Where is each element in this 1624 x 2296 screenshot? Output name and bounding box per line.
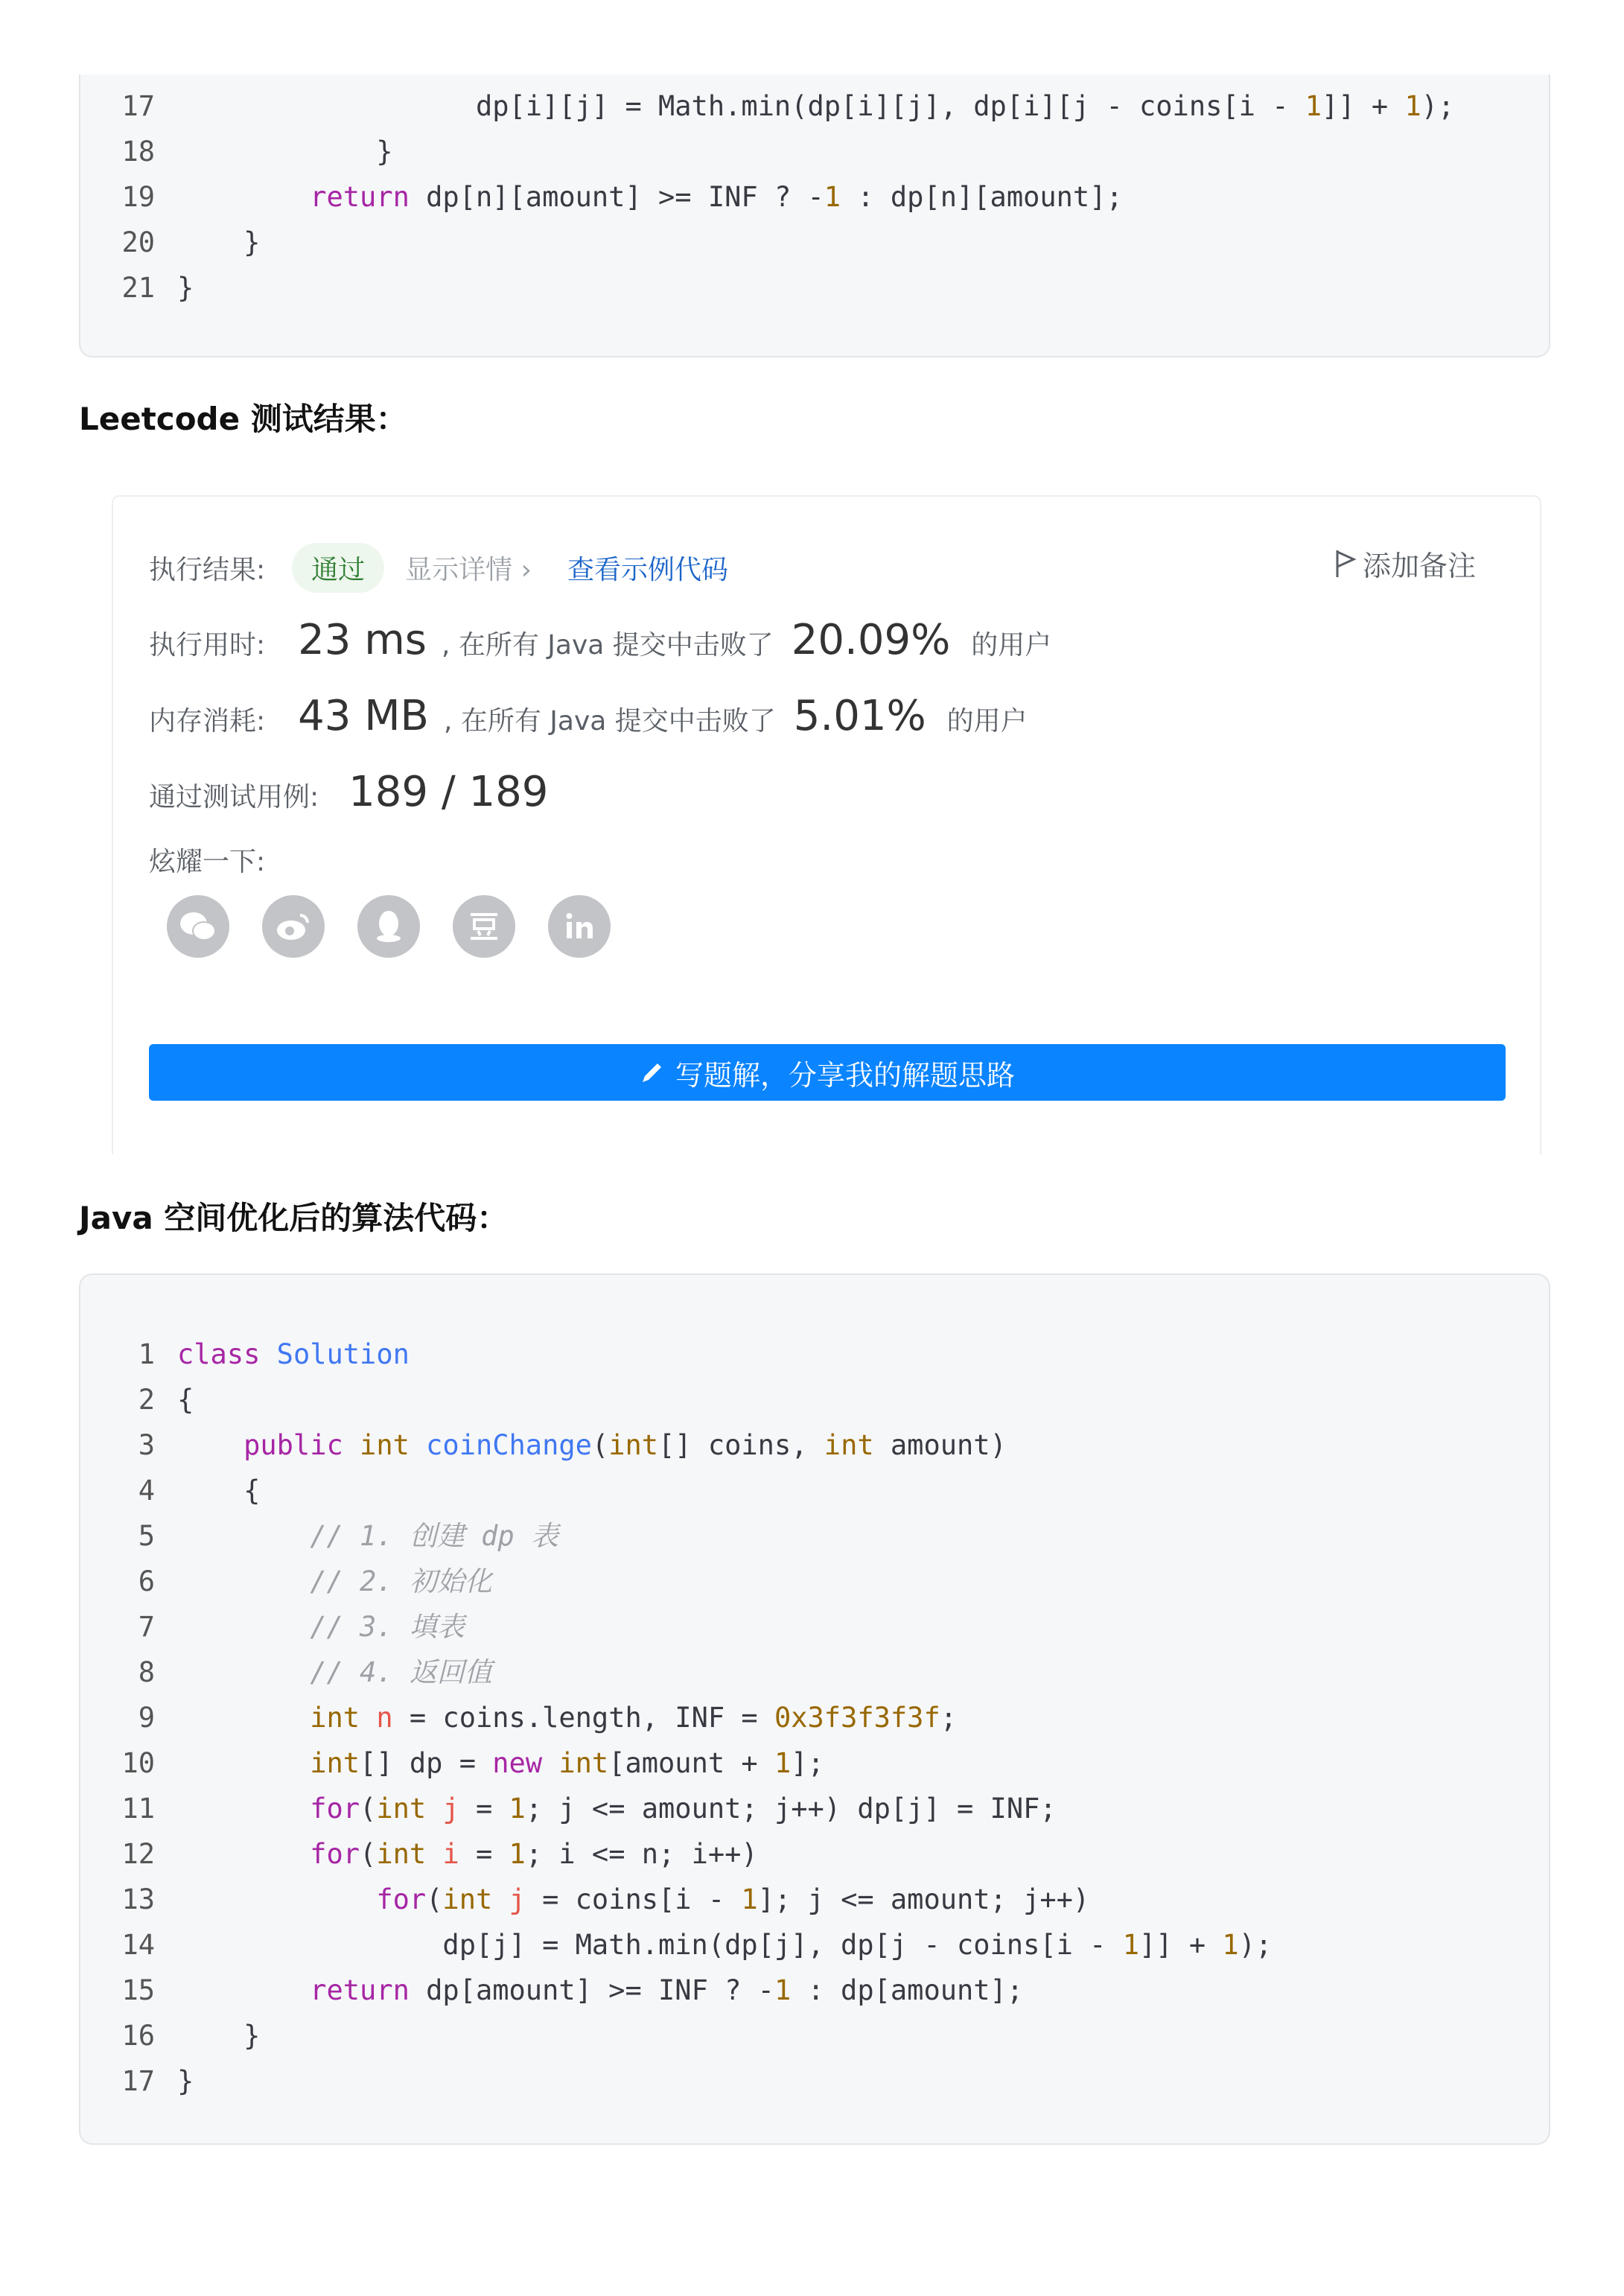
code-line <box>80 1650 1549 1695</box>
memory-users: 的用户 <box>946 706 1028 737</box>
code-block-top <box>79 74 1550 357</box>
tests-row <box>149 768 548 816</box>
code-line <box>80 174 1549 220</box>
code-text: } <box>177 2065 194 2097</box>
line-number: 7 <box>138 1611 155 1643</box>
code-line <box>80 1468 1549 1513</box>
code-text: // 4. 返回值 <box>310 1656 492 1688</box>
line-number: 14 <box>121 1929 155 1961</box>
code-line <box>80 1422 1549 1468</box>
code-text: public int coinChange(int[] coins, int amount) <box>243 1429 1007 1461</box>
code-text: } <box>177 272 194 304</box>
line-number: 18 <box>121 136 155 168</box>
code-line <box>80 1377 1549 1422</box>
line-number: 1 <box>138 1338 155 1370</box>
code-text: { <box>177 1384 194 1416</box>
tests-value: 189 / 189 <box>348 768 549 816</box>
wechat-icon[interactable] <box>167 895 229 958</box>
code-line <box>80 1831 1549 1877</box>
code-text: class Solution <box>177 1338 410 1370</box>
runtime-label: 执行用时: <box>149 630 266 661</box>
line-number: 5 <box>138 1520 155 1552</box>
runtime-text: , 在所有 Java 提交中击败了 <box>441 630 774 661</box>
memory-row <box>149 692 1028 740</box>
code-line <box>80 1786 1549 1831</box>
runtime-row <box>149 616 1051 664</box>
code-text: // 2. 初始化 <box>310 1565 492 1597</box>
line-number: 6 <box>138 1565 155 1597</box>
add-note-button[interactable] <box>1334 543 1476 584</box>
flag-icon <box>1334 549 1357 579</box>
memory-label: 内存消耗: <box>149 706 266 737</box>
tests-label: 通过测试用例: <box>149 782 319 812</box>
line-number: 20 <box>121 226 155 258</box>
code-text: return dp[amount] >= INF ? -1 : dp[amount]; <box>310 1974 1024 2006</box>
line-number: 11 <box>121 1793 155 1825</box>
pencil-icon <box>640 1060 665 1085</box>
code-line <box>80 1695 1549 1740</box>
memory-text: , 在所有 Java 提交中击败了 <box>443 706 776 737</box>
view-sample-code-link[interactable]: 查看示例代码 <box>567 555 729 585</box>
code-text: for(int i = 1; i <= n; i++) <box>310 1838 758 1870</box>
line-number: 13 <box>121 1883 155 1915</box>
code-line <box>80 1513 1549 1559</box>
code-line <box>80 2058 1549 2104</box>
result-row <box>149 543 728 593</box>
code-text: dp[i][j] = Math.min(dp[i][j], dp[i][j - coins[i - 1]] + 1); <box>177 90 1455 122</box>
runtime-percent: 20.09% <box>791 616 951 664</box>
code-block-bottom <box>79 1273 1550 2145</box>
memory-value: 43 MB <box>298 692 429 740</box>
line-number: 9 <box>138 1702 155 1734</box>
qq-icon[interactable] <box>357 895 420 958</box>
line-number: 8 <box>138 1656 155 1688</box>
code-line <box>80 1604 1549 1650</box>
code-line <box>80 220 1549 265</box>
code-text: int n = coins.length, INF = 0x3f3f3f3f; <box>310 1702 958 1734</box>
code-line <box>80 1968 1549 2013</box>
share-label: 炫耀一下: <box>149 847 266 877</box>
result-label: 执行结果: <box>149 555 266 585</box>
code-text: for(int j = 1; j <= amount; j++) dp[j] = INF; <box>310 1793 1057 1825</box>
line-number: 4 <box>138 1475 155 1507</box>
code-text: } <box>177 2020 261 2052</box>
heading-leetcode-result: Leetcode 测试结果： <box>79 401 407 437</box>
write-solution-label: 写题解，分享我的解题思路 <box>675 1058 1015 1092</box>
code-line <box>80 1740 1549 1786</box>
code-line <box>80 129 1549 174</box>
code-line <box>80 1332 1549 1377</box>
line-number: 3 <box>138 1429 155 1461</box>
code-line <box>80 2013 1549 2058</box>
code-text: } <box>177 226 261 258</box>
line-number: 10 <box>121 1747 155 1779</box>
line-number: 19 <box>121 181 155 213</box>
code-text: dp[j] = Math.min(dp[j], dp[j - coins[i - 1]] + 1); <box>177 1929 1273 1961</box>
code-text: for(int j = coins[i - 1]; j <= amount; j++) <box>376 1883 1090 1915</box>
line-number: 2 <box>138 1384 155 1416</box>
code-text: int[] dp = new int[amount + 1]; <box>310 1747 824 1779</box>
code-text: // 1. 创建 dp 表 <box>310 1520 558 1552</box>
status-badge: 通过 <box>292 543 384 593</box>
line-number: 17 <box>121 90 155 122</box>
write-solution-button[interactable] <box>149 1044 1506 1101</box>
leetcode-result-card <box>112 495 1541 1154</box>
code-text: { <box>177 1475 261 1507</box>
share-icons <box>167 895 611 958</box>
code-line <box>80 265 1549 311</box>
line-number: 12 <box>121 1838 155 1870</box>
douban-icon[interactable] <box>453 895 515 958</box>
linkedin-icon[interactable] <box>548 895 611 958</box>
line-number: 21 <box>121 272 155 304</box>
code-line <box>80 1559 1549 1604</box>
weibo-icon[interactable] <box>262 895 325 958</box>
code-line <box>80 1922 1549 1968</box>
runtime-users: 的用户 <box>971 630 1052 661</box>
line-number: 15 <box>121 1974 155 2006</box>
heading-java-code: Java 空间优化后的算法代码： <box>79 1200 509 1236</box>
runtime-value: 23 ms <box>298 616 427 664</box>
share-row <box>149 841 265 879</box>
show-details-link[interactable]: 显示详情 › <box>405 555 532 585</box>
code-text: return dp[n][amount] >= INF ? -1 : dp[n][amount]; <box>310 181 1123 213</box>
code-text: // 3. 填表 <box>310 1611 465 1643</box>
memory-percent: 5.01% <box>793 692 926 740</box>
line-number: 17 <box>121 2065 155 2097</box>
code-line <box>80 83 1549 129</box>
line-number: 16 <box>121 2020 155 2052</box>
code-text: } <box>177 136 393 168</box>
add-note-label: 添加备注 <box>1362 550 1476 582</box>
code-line <box>80 1877 1549 1922</box>
